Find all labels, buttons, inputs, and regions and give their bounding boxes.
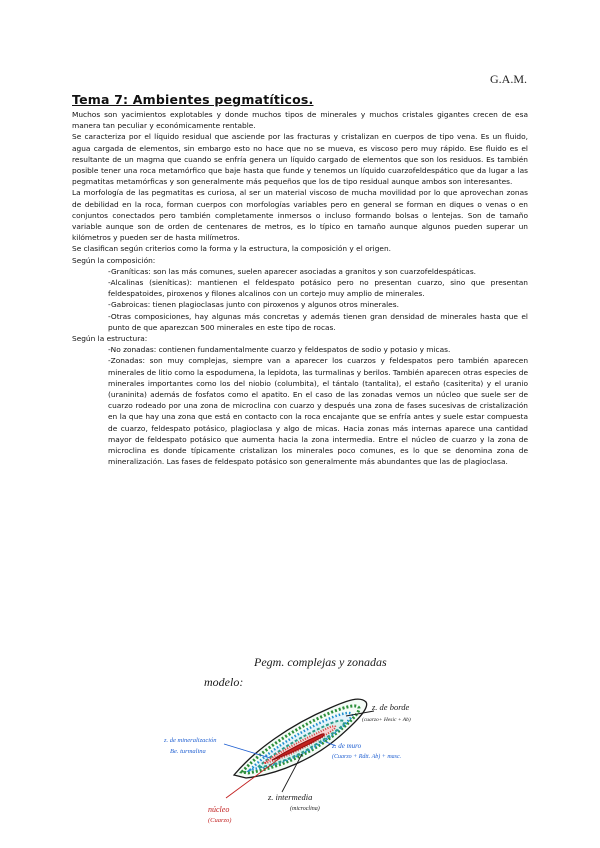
label-zona-muro: z. de muro [332, 742, 362, 750]
document-body [72, 109, 528, 468]
label-zona-intermedia-sub: (microclina) [290, 806, 320, 812]
list-item: -Alcalinas (sieníticas): mantienen el feldespato potásico pero no presentan cuarzo, sino que presentan feldespatoides, piroxenos y filones alcalinos con un cortejo muy amplio de minerales. [108, 278, 528, 299]
section-heading: Según la estructura: [72, 334, 148, 344]
pegmatite-sketch [150, 650, 450, 828]
paragraph: Muchos son yacimientos explotables y donde muchos tipos de minerales y muchos cristales gigantes crecen de esa manera tan peculiar y económicamente rentable. [72, 110, 528, 131]
sketch-title: Pegm. complejas y zonadas [254, 655, 387, 669]
paragraph: Se caracteriza por el líquido residual que asciende por las fracturas y cristalizan en cuerpos de tipo vena. Es un fluido, agua cargada de elementos, sin embargo esto no hace que no se mueva, es viscoso pero muy rápido. Ese fluido es el resultante de un magma que cuando se enfría genera un líquido cargado de elementos que son los residuos. Es también posible tener una roca metamórfico que baje hasta que funde y tenemos un líquido cuarzofeldespático que da lugar a las pegmatitas metamórficas y son generalmente más pequeños que los de tipo residual aunque ambos son interesantes. [72, 132, 528, 187]
list-item: -Graníticas: son las más comunes, suelen aparecer asociadas a granitos y son cuarzofeldespáticas. [108, 266, 477, 276]
label-nucleo: núcleo [208, 805, 230, 814]
paragraph: La morfología de las pegmatitas es curiosa, al ser un material viscoso de mucha movilidad por lo que aprovechan zonas de debilidad en la roca, forman cuerpos con morfologías variables pero en general se forman en diques o venas o en conjuntos conectados pero también completamente inmersos o incluso formando bolsas o lentejas. Son de tamaño variable aunque son de orden de centenares de metros, es lo típico en tamaño aunque algunos pueden superar un kilómetros y pueden ser de hasta milímetros. [72, 188, 528, 243]
section-heading: Según la composición: [72, 255, 156, 265]
label-zona-muro-sub: (Cuarzo + Rdtt. Ab) + masc. [332, 754, 402, 760]
sketch-subtitle: modelo: [204, 675, 244, 689]
list-item: -Gabroicas: tienen plagioclasas junto con piroxenos y algunos otros minerales. [108, 300, 399, 310]
author-initials: G.A.M. [490, 72, 528, 86]
list-item: -No zonadas: contienen fundamentalmente cuarzo y feldespatos de sodio y potasio y micas. [108, 345, 451, 355]
label-zona-borde-sub: (cuarzo+ Hesic + Ab) [362, 717, 411, 723]
label-zona-borde: z. de borde [372, 702, 410, 712]
label-zona-mineralizacion-sub: Be. turmalina [170, 748, 206, 755]
list-item: -Zonadas: son muy complejas, siempre van a aparecer los cuarzos y feldespatos pero también aparecen minerales de litio como la espodumena, la lepidota, las turmalinas y berilos. También aparecen otras especies de minerales importantes como los del niobio (columbita), el tántalo (tantalita), el estaño (casiterita) y el uranio (uraninita) además de fosfatos como el apatito. En el caso de las zonadas vemos un núcleo que suele ser de cuarzo rodeado por una zona de microclina con cuarzo y después una zona de fases sucesivas de cristalización en la que hay una zona que está en contacto con la roca encajante que se enfría antes y suele estar compuesta de cuarzo, feldespato potásico, plagioclasa y algo de micas. Hacia zonas más internas aparece una cantidad mayor de feldespato potásico que aumenta hacia la zona intermedia. Entre el núcleo de cuarzo y la zona de microclina es donde típicamente cristalizan los minerales poco comunes, es lo que se denomina zona de mineralización. Las fases de feldespato potásico son generalmente más abundantes que las de plagioclasa. [108, 356, 528, 467]
label-zona-mineralizacion: z. de mineralización [164, 737, 217, 744]
label-nucleo-sub: (Cuarzo) [208, 817, 232, 824]
label-zona-intermedia: z. intermedia [268, 792, 313, 802]
paragraph: Se clasifican según criterios como la forma y la estructura, la composición y el origen. [72, 244, 391, 254]
list-item: -Otras composiciones, hay algunas más concretas y además tienen gran densidad de minerales hasta que el punto de que aparezcan 500 minerales en este tipo de rocas. [108, 311, 528, 332]
page-title: Tema 7: Ambientes pegmatíticos. [72, 92, 314, 107]
pegmatite-body [234, 699, 367, 778]
